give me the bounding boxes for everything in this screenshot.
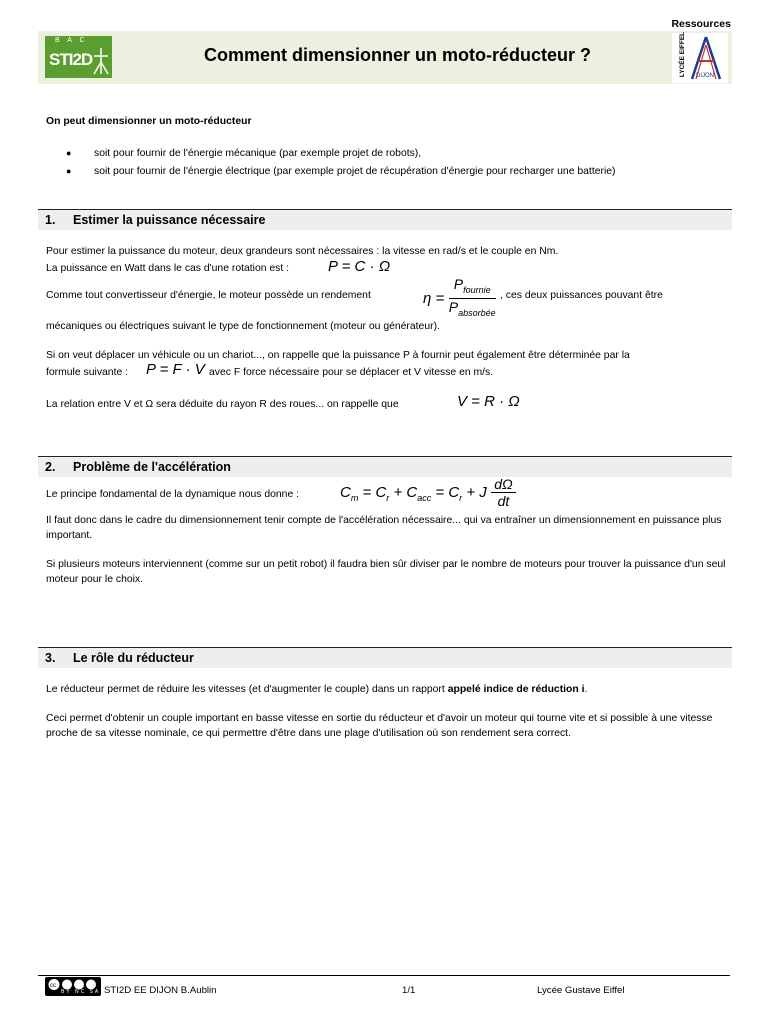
equation-power-linear: P = F · V bbox=[146, 361, 205, 378]
paragraph: avec F force nécessaire pour se déplacer et V vitesse en m/s. bbox=[209, 367, 494, 378]
intro-bullet: soit pour fournir de l'énergie mécanique (par exemple projet de robots), bbox=[94, 148, 422, 159]
footer-school: Lycée Gustave Eiffel bbox=[537, 985, 625, 996]
paragraph bbox=[46, 682, 587, 697]
eq-sub: r bbox=[459, 492, 463, 503]
section-title: Problème de l'accélération bbox=[73, 460, 231, 474]
svg-text:cc: cc bbox=[50, 983, 56, 989]
eq-term: + J bbox=[466, 483, 487, 501]
equation-speed: V = R · Ω bbox=[457, 393, 520, 410]
footer-divider bbox=[38, 975, 730, 976]
intro-heading: On peut dimensionner un moto-réducteur bbox=[46, 116, 252, 127]
paragraph: Il faut donc dans le cadre du dimensionnement tenir compte de l'accélération nécessaire... qui va entraîner un dimensionnement en puissance plus important. bbox=[46, 515, 722, 541]
lycee-eiffel-logo bbox=[672, 33, 728, 83]
section-title: Estimer la puissance nécessaire bbox=[73, 213, 266, 227]
eta-den: P bbox=[448, 298, 459, 315]
eq-frac-num: dΩ bbox=[491, 476, 515, 493]
eq-frac-den: dt bbox=[497, 493, 510, 509]
creative-commons-badge bbox=[45, 977, 101, 996]
eq-term: + C bbox=[393, 483, 418, 501]
equation-power-rotation: P = C · Ω bbox=[328, 258, 391, 275]
eta-num-sub: fournie bbox=[463, 284, 491, 295]
equation-dynamics bbox=[340, 476, 516, 509]
section-header-3 bbox=[38, 647, 732, 668]
sti2d-logo-bac: B A C bbox=[55, 37, 88, 44]
eq-term: = C bbox=[362, 483, 387, 501]
lycee-logo-vertical-text: LYCÉE EIFFEL bbox=[679, 31, 687, 78]
paragraph: La puissance en Watt dans le cas d'une rotation est : bbox=[46, 263, 290, 274]
paragraph: Ceci permet d'obtenir un couple important en basse vitesse en sortie du réducteur et d'avoir un moteur qui tourne vite et si possible à une vitesse proche de sa vitesse nominale, ce qui permettre d'être dans une plage d'utilisation où son rendement sera correct. bbox=[46, 713, 713, 739]
eq-sub: m bbox=[350, 492, 359, 503]
bullet-icon: ● bbox=[66, 166, 72, 176]
paragraph: formule suivante : bbox=[46, 367, 129, 378]
bullet-icon: ● bbox=[66, 148, 72, 158]
paragraph: , ces deux puissances pouvant être bbox=[500, 290, 663, 301]
paragraph: Pour estimer la puissance du moteur, deux grandeurs sont nécessaires : la vitesse en rad/s et le couple en Nm. bbox=[46, 246, 559, 257]
eta-den-sub: absorbée bbox=[458, 307, 496, 318]
page-title: Comment dimensionner un moto-réducteur ? bbox=[203, 45, 592, 65]
lycee-logo-city: DIJON bbox=[696, 73, 714, 79]
paragraph-bold: appelé indice de réduction i bbox=[447, 684, 585, 695]
paragraph-text: . bbox=[584, 684, 588, 695]
section-number: 2. bbox=[45, 460, 56, 474]
footer-page: 1/1 bbox=[402, 985, 416, 996]
sti2d-logo-text: STI2D bbox=[49, 50, 93, 69]
sti2d-logo bbox=[45, 36, 112, 78]
section-number: 1. bbox=[45, 213, 56, 227]
eta-num: P bbox=[453, 276, 464, 292]
eq-term: = C bbox=[435, 483, 460, 501]
section-number: 3. bbox=[45, 651, 56, 665]
paragraph: Si on veut déplacer un véhicule ou un chariot..., on rappelle que la puissance P à fournir peut également être déterminée par la bbox=[46, 350, 630, 361]
footer-author: STI2D EE DIJON B.Aublin bbox=[104, 985, 217, 996]
paragraph: Le principe fondamental de la dynamique nous donne : bbox=[46, 489, 300, 500]
eq-term: C bbox=[340, 483, 351, 501]
intro-bullet: soit pour fournir de l'énergie électrique (par exemple projet de récupération d'énergie pour recharger une batterie) bbox=[94, 166, 616, 177]
paragraph: mécaniques ou électriques suivant le type de fonctionnement (moteur ou générateur). bbox=[46, 321, 440, 332]
sti2d-logo-figure-icon bbox=[91, 46, 111, 76]
section-header-2 bbox=[38, 456, 732, 477]
resources-label: Ressources bbox=[671, 18, 731, 30]
equation-efficiency bbox=[423, 276, 496, 321]
section-title: Le rôle du réducteur bbox=[73, 651, 194, 665]
paragraph: La relation entre V et Ω sera déduite du rayon R des roues... on rappelle que bbox=[46, 399, 399, 410]
license-text: BY NC SA bbox=[61, 989, 101, 995]
paragraph: Si plusieurs moteurs interviennent (comme sur un petit robot) il faudra bien sûr diviser par le nombre de moteurs pour trouver la puissance d'un seul moteur pour le choix. bbox=[46, 559, 726, 585]
paragraph: Comme tout convertisseur d'énergie, le moteur possède un rendement bbox=[46, 290, 371, 301]
section-header-1 bbox=[38, 209, 732, 230]
paragraph-text: Le réducteur permet de réduire les vitesses (et d'augmenter le couple) dans un rapport bbox=[46, 684, 445, 695]
eq-sub: r bbox=[386, 492, 390, 503]
eq-sub: acc bbox=[417, 492, 432, 503]
eta-label: η = bbox=[423, 289, 445, 307]
